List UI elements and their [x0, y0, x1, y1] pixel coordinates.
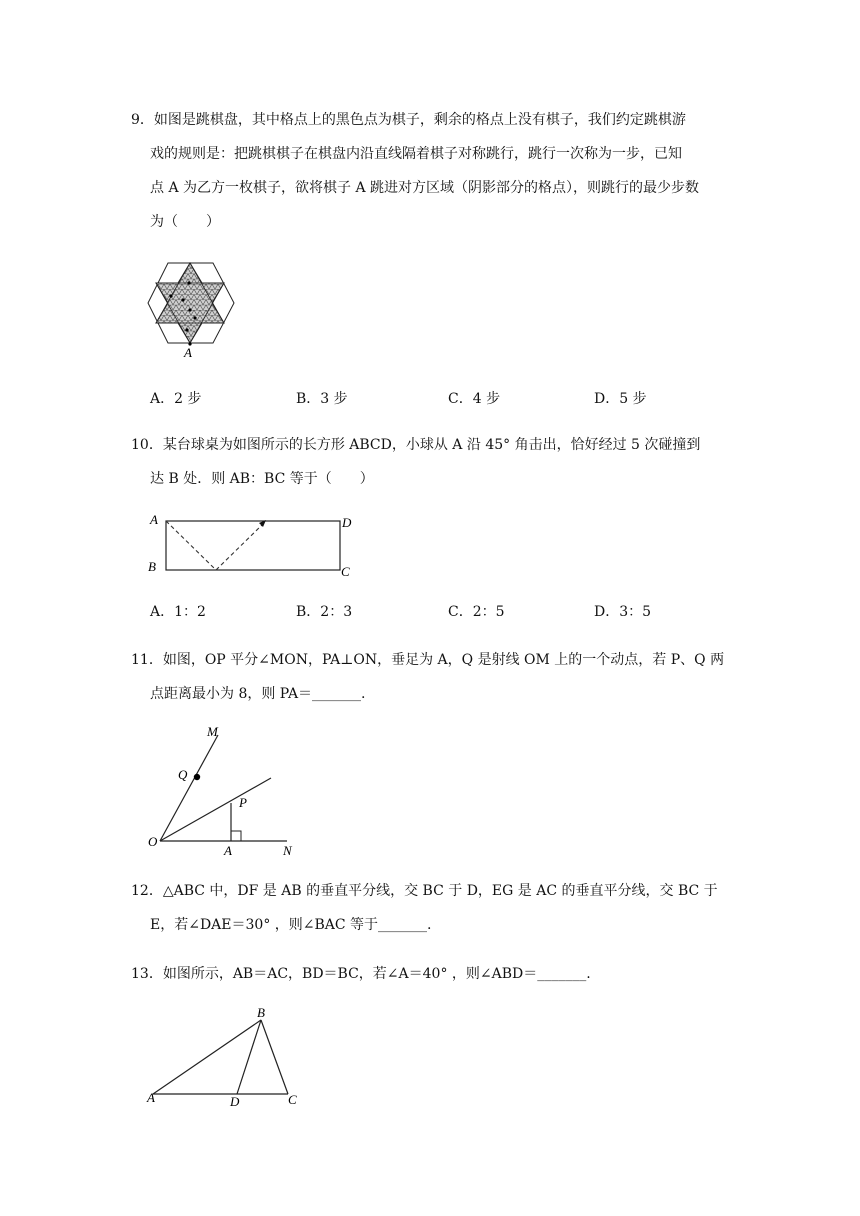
q9-line-3: 点 A 为乙方一枚棋子，欲将棋子 A 跳进对方区域（阴影部分的格点），则跳行的最少步数 [150, 180, 700, 196]
question-9 [131, 103, 731, 239]
q11-line-1: 11．如图，OP 平分∠MON，PA⊥ON，垂足为 A，Q 是射线 OM 上的一个动点，若 P、Q 两 [131, 652, 725, 668]
question-11 [131, 643, 731, 711]
q10-label-a: A [150, 512, 158, 527]
q13-label-b: B [257, 1005, 265, 1020]
q11-label-p: P [239, 795, 247, 810]
q11-line-2: 点距离最小为 8，则 PA＝_______. [150, 686, 366, 702]
q13-label-d: D [230, 1094, 240, 1109]
q10-line-2: 达 B 处．则 AB：BC 等于（ ） [150, 471, 374, 487]
q12-line-2: E，若∠DAE＝30° ，则∠BAC 等于_______. [150, 917, 432, 933]
question-12 [131, 874, 731, 942]
q12-line-1: 12．△ABC 中，DF 是 AB 的垂直平分线，交 BC 于 D，EG 是 AC 的垂直平分线，交 BC 于 [131, 883, 718, 899]
q11-label-a: A [224, 843, 232, 858]
question-10 [131, 428, 731, 496]
chinese-checkers-board-figure [146, 258, 236, 360]
q9-options [150, 388, 710, 408]
q10-option-d[interactable]: D．3：5 [594, 604, 652, 620]
q11-label-q: Q [178, 767, 188, 782]
q11-label-m: M [207, 724, 218, 739]
q10-option-a[interactable]: A．1：2 [150, 604, 206, 620]
q9-option-c[interactable]: C．4 步 [448, 391, 501, 407]
q9-line-1: 9．如图是跳棋盘，其中格点上的黑色点为棋子，剩余的格点上没有棋子，我们约定跳棋游 [131, 112, 686, 128]
q10-options [150, 601, 710, 621]
q9-option-a[interactable]: A．2 步 [150, 391, 202, 407]
q11-label-o: O [148, 834, 158, 849]
triangle-abc-figure [143, 1004, 303, 1110]
q9-line-2: 戏的规则是：把跳棋棋子在棋盘内沿直线隔着棋子对称跳行，跳行一次称为一步，已知 [150, 146, 682, 162]
q10-label-d: D [342, 515, 352, 530]
q10-option-c[interactable]: C．2：5 [448, 604, 505, 620]
q9-option-d[interactable]: D．5 步 [594, 391, 647, 407]
q10-option-b[interactable]: B．2：3 [296, 604, 353, 620]
q13-label-a: A [147, 1090, 155, 1105]
q9-point-a-label: A [184, 345, 192, 360]
q10-label-c: C [341, 564, 350, 579]
billiard-table-figure [145, 510, 360, 580]
q13-label-c: C [288, 1092, 297, 1107]
angle-bisector-figure [145, 722, 300, 860]
q9-line-4: 为（ ） [150, 214, 220, 230]
q10-line-1: 10．某台球桌为如图所示的长方形 ABCD，小球从 A 沿 45° 角击出，恰好经过 5 次碰撞到 [131, 437, 701, 453]
question-13 [131, 957, 731, 991]
q13-line-1: 13．如图所示，AB＝AC，BD＝BC，若∠A＝40° ，则∠ABD＝_______. [131, 966, 591, 982]
q10-label-b: B [148, 559, 156, 574]
q11-label-n: N [283, 843, 292, 858]
q9-option-b[interactable]: B．3 步 [296, 391, 348, 407]
